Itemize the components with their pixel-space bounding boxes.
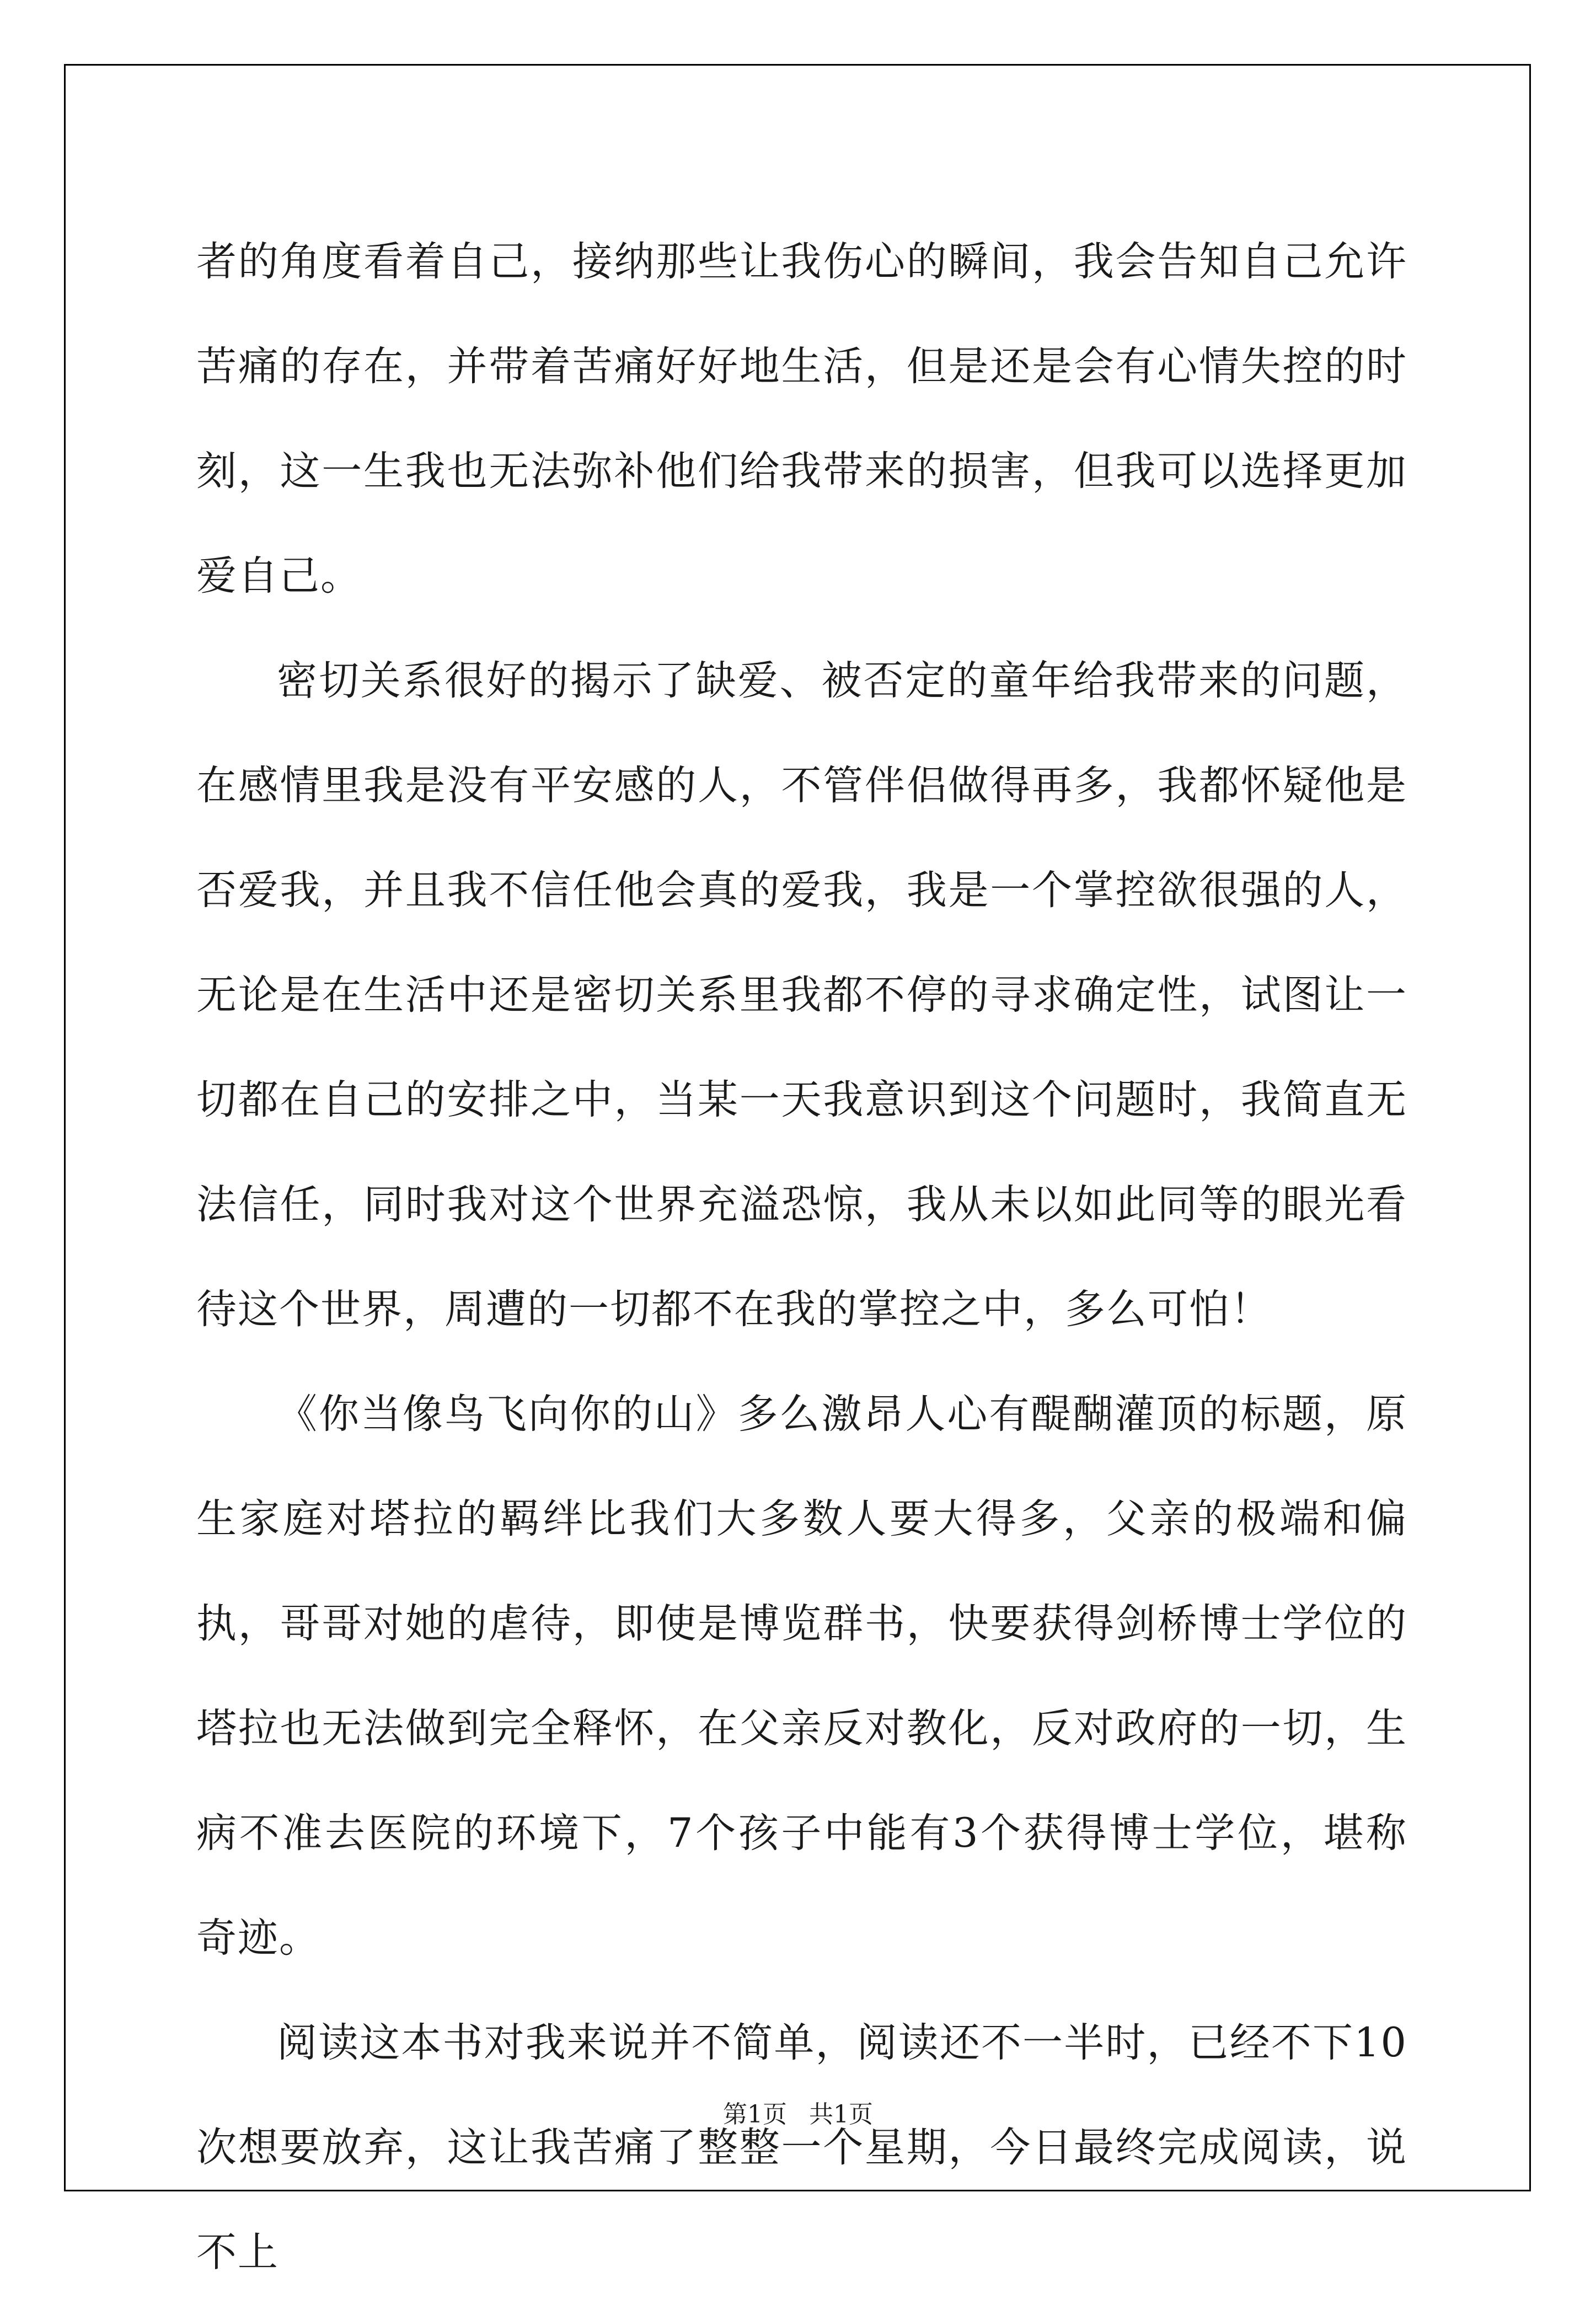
paragraph-1: 者的角度看着自己，接纳那些让我伤心的瞬间，我会告知自己允许苦痛的存在，并带着苦痛好好地生活，但是还是会有心情失控的时刻，这一生我也无法弥补他们给我带来的损害，但我可以选择更加爱自己。	[196, 238, 1407, 599]
page-total: 共1页	[809, 2100, 873, 2129]
page-footer	[0, 2094, 1596, 2130]
paragraph-4: 阅读这本书对我来说并不简单，阅读还不一半时，已经不下10次想要放弃，这让我苦痛了整整一个星期，今日最终完成阅读，说不上	[196, 2019, 1407, 2276]
paragraph-2: 密切关系很好的揭示了缺爱、被否定的童年给我带来的问题，在感情里我是没有平安感的人，不管伴侣做得再多，我都怀疑他是否爱我，并且我不信任他会真的爱我，我是一个掌控欲很强的人，无论是在生活中还是密切关系里我都不停的寻求确定性，试图让一切都在自己的安排之中，当某一天我意识到这个问题时，我简直无法信任，同时我对这个世界充溢恐惊，我从未以如此同等的眼光看待这个世界，周遭的一切都不在我的掌控之中，多么可怕！	[196, 657, 1407, 1333]
paragraph-3: 《你当像鸟飞向你的山》多么激昂人心有醍醐灌顶的标题，原生家庭对塔拉的羁绊比我们大多数人要大得多，父亲的极端和偏执，哥哥对她的虐待，即使是博览群书，快要获得剑桥博士学位的塔拉也无法做到完全释怀，在父亲反对教化，反对政府的一切，生病不准去医院的环境下，7个孩子中能有3个获得博士学位，堪称奇迹。	[196, 1391, 1407, 1961]
page-number: 第1页	[723, 2100, 787, 2129]
document-body	[196, 210, 1407, 2305]
